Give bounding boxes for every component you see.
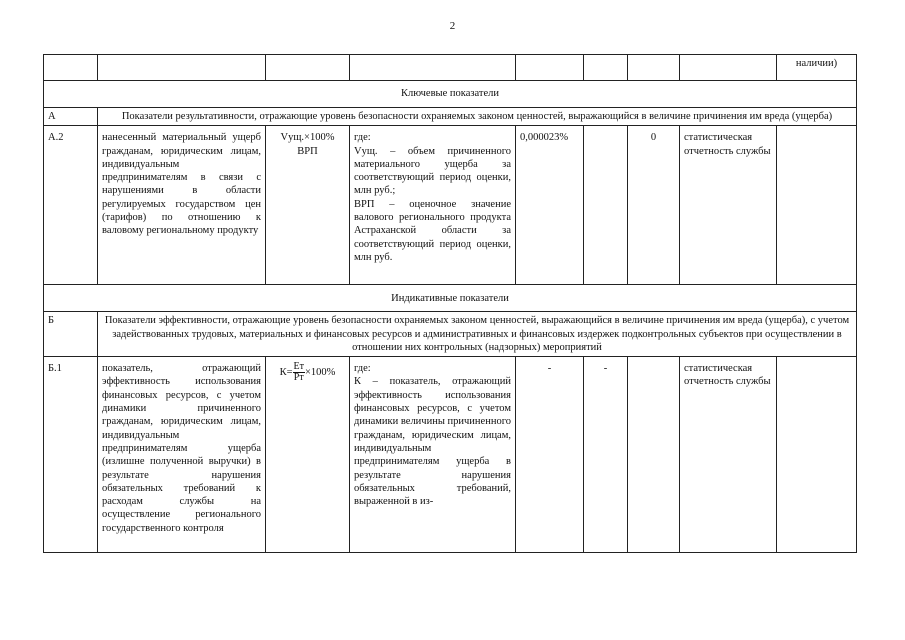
indicator-value [628,357,680,553]
indicator-formula-legend: где: Vущ. – объем причиненного материального ущерба за соответствующий период оценки, млн руб.; ВРП – оценочное значение валового регионального продукта Астраханской области за соответствующий период оценки, млн руб. [350,126,516,285]
table-cell [628,55,680,81]
continuation-cell: наличии) [777,55,857,81]
indicator-value: 0 [628,126,680,285]
formula-line: Vущ.×100% [280,132,335,144]
section-header-key [44,81,857,108]
table-cell [777,357,857,553]
indicator-target-value [584,126,628,285]
group-title: Показатели результативности, отражающие уровень безопасности охраняемых законом ценностей, выражающийся в величине причинения им вреда (ущерба) [98,108,857,126]
indicator-name-text: показатель, отражающий эффективность использования финансовых ресурсов, с учетом динамики причиненного гражданам, юридическим лицам, индивидуальным предпринимателям ущерба (излишне полученной выручки) в результате нарушения обязательных требований к расходам службы на осуществление регионального государственного контроля [102,363,261,534]
indicator-name: нанесенный материальный ущерб гражданам, юридическим лицам, индивидуальным предпринимателям в связи с нарушениями в области регулируемых государством цен (тарифов) по отношению к валовому региональному продукту [98,126,266,285]
indicator-name [98,357,266,553]
indicator-base-value: 0,000023% [516,126,584,285]
formula-line: ВРП [297,145,318,157]
indicator-formula-legend-text: где: К – показатель, отражающий эффективность использования финансовых ресурсов, с учетом динамики величины причиненного гражданам, юридическим лицам, индивидуальным предпринимателям ущерба в результате нарушения обязательных требований, выраженной в из- [354,363,511,508]
group-row-b [44,312,857,357]
indicator-code: Б.1 [44,357,98,553]
table-cell [777,126,857,285]
section-title: Ключевые показатели [44,81,857,108]
formula-lhs: К= [279,367,293,379]
page-number: 2 [449,20,456,32]
table-cell [44,55,98,81]
table-cell [350,55,516,81]
indicator-row-a2 [44,126,857,285]
indicators-table [43,54,857,553]
formula-denominator: Pт [293,372,304,384]
indicator-source: статистическая отчетность службы [680,126,777,285]
table-cell [516,55,584,81]
group-code: Б [44,312,98,357]
section-header-indicative [44,285,857,312]
indicator-base-value: - [516,357,584,553]
table-cell [680,55,777,81]
indicator-source: статистическая отчетность службы [680,357,777,553]
indicator-formula-legend [350,357,516,553]
indicator-target-value: - [584,357,628,553]
table-cell [266,55,350,81]
table-cell [584,55,628,81]
indicator-formula [266,126,350,285]
formula-numerator: Eт [293,361,304,373]
formula-fraction [293,362,305,383]
table-row-continuation [44,55,857,81]
formula-rhs: ×100% [305,367,336,379]
group-code: А [44,108,98,126]
indicator-row-b1 [44,357,857,553]
group-row-a [44,108,857,126]
section-title: Индикативные показатели [44,285,857,312]
group-title: Показатели эффективности, отражающие уровень безопасности охраняемых законом ценностей, выражающийся в величине причинения им вреда (ущерба), с учетом задействованных трудовых, материальных и финансовых ресурсов и административных и финансовых издержек подконтрольных субъектов при осуществлении в отношении них контрольных (надзорных) мероприятий [98,312,857,357]
table-cell [98,55,266,81]
indicator-code: А.2 [44,126,98,285]
indicator-formula [266,357,350,553]
